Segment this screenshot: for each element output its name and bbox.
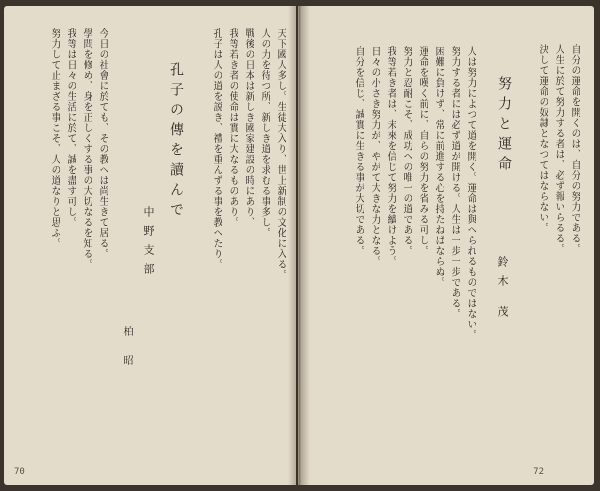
body-line: 我等は日々の生活に於て、誠を盡す可し。 — [65, 28, 76, 228]
essay-author: 中野支部 — [142, 206, 155, 282]
intro-line: 自分の運命を開くのは、自分の努力である。 — [569, 44, 580, 254]
body-line: 人の力を待つ所、新しき道を求むる事多し。 — [259, 28, 270, 238]
left-page — [4, 6, 296, 485]
body-line: 孔子は人の道を説き、禮を重んずる事を教へたり。 — [211, 28, 222, 270]
body-line: 戰後の日本は新しき國家建設の時にあり、 — [243, 28, 254, 228]
essay-title: 努力と運命 — [496, 76, 512, 176]
body-line: 天下國人多し。生徒大入り、世上新制の文化に入る。 — [275, 28, 286, 280]
body-line: 學問を修め、身を正しくする事の大切なるを知る。 — [81, 28, 92, 270]
body-line: 我等若き者の使命は實に大なるものあり。 — [227, 28, 238, 228]
body-line: 自分を信じ、誠實に生きる事が大切である。 — [353, 46, 364, 256]
intro-line: 人生に於て努力する者は、必ず報いらるる。 — [553, 44, 564, 254]
body-line: 困難に負けず、常に前進する心を持たねばならぬ。 — [433, 46, 444, 288]
page-number: 70 — [14, 467, 25, 477]
intro-line: 決して運命の奴隷となつてはならない。 — [537, 44, 548, 233]
body-line: 努力して止まざる事こそ、人の道なりと思ふ。 — [49, 28, 60, 249]
book-gutter — [288, 6, 310, 485]
body-line: 我等若き者は、未來を信じて努力を續けよう。 — [385, 46, 396, 267]
body-line: 日々の小さき努力が、やがて大きな力となる。 — [369, 46, 380, 267]
body-line: 努力する者には必ず道が開ける。人生は一歩一歩である。 — [449, 46, 460, 319]
body-line: 努力と忍耐こそ、成功への唯一の道である。 — [401, 46, 412, 256]
page-number: 72 — [533, 467, 544, 477]
body-line: 運命を嘆く前に、自らの努力を省みる可し。 — [417, 46, 428, 256]
body-line: 人は努力によつて道を開く。運命は與へられるものではない。 — [465, 46, 476, 340]
essay-author: 鈴木 茂 — [496, 256, 509, 325]
right-page — [298, 6, 594, 485]
essay-title: 孔子の傳を讀んで — [168, 62, 184, 222]
body-line: 今日の社會に於ても、その教へは尚生きて居る。 — [97, 28, 108, 259]
essay-subauthor: 柏 昭 — [121, 326, 132, 374]
